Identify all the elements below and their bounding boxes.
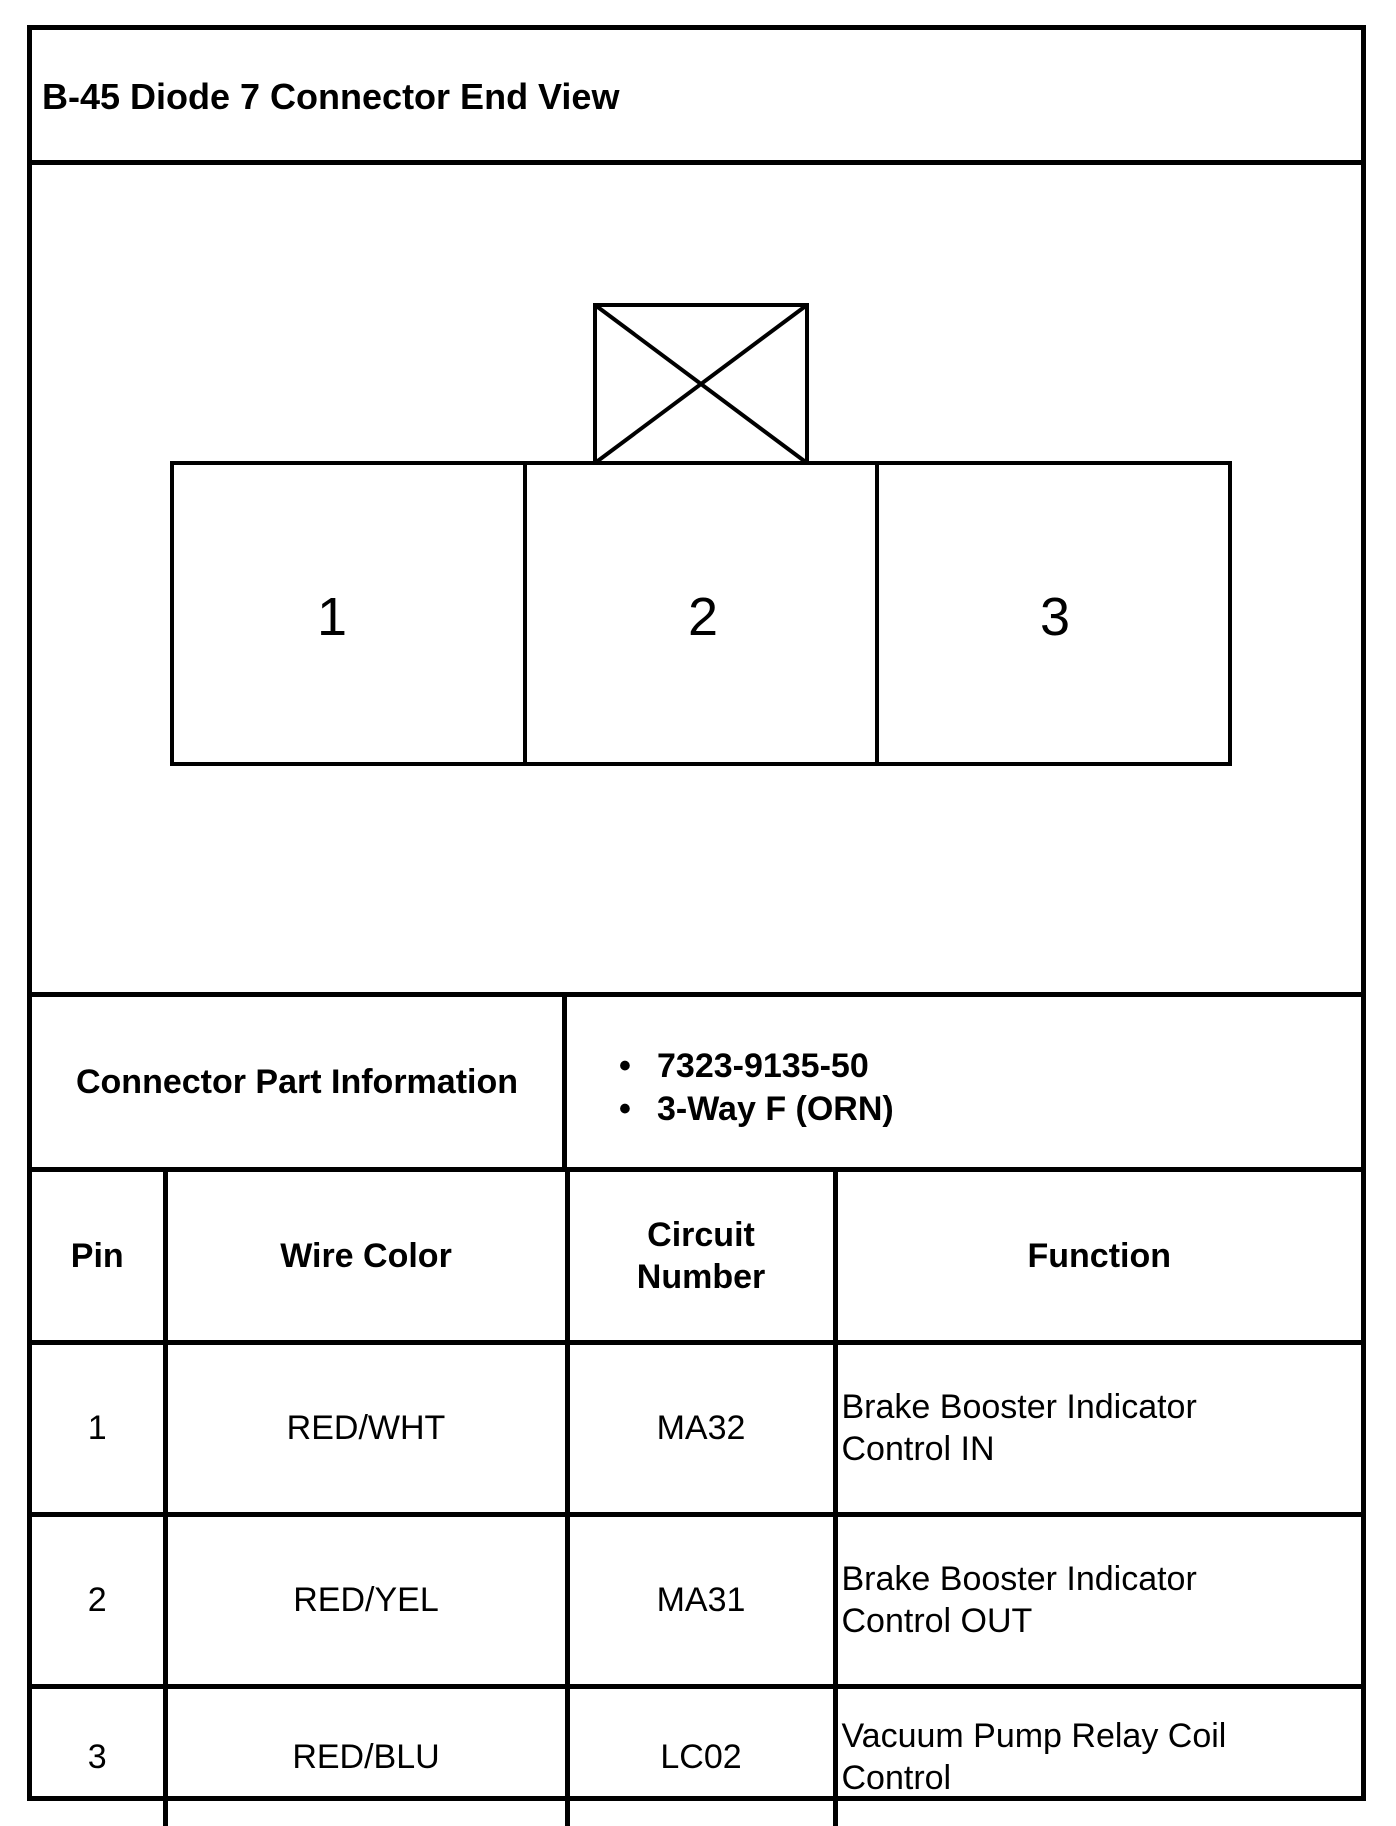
header-pin: Pin <box>32 1172 165 1342</box>
function-cell <box>835 1342 1361 1514</box>
part-info-list <box>567 997 1361 1167</box>
wire-color-cell: RED/WHT <box>165 1342 567 1514</box>
pinout-header-row <box>32 1172 1361 1342</box>
pinout-table <box>32 1172 1361 1826</box>
pin-cell: 2 <box>32 1514 165 1686</box>
header-circuit-line2: Number <box>636 1257 766 1296</box>
table-row <box>32 1342 1361 1514</box>
part-info-item: • 3-Way F (ORN) <box>657 1088 1361 1131</box>
header-function: Function <box>835 1172 1361 1342</box>
table-row <box>32 1514 1361 1686</box>
wire-color-cell: RED/YEL <box>165 1514 567 1686</box>
header-circuit-number <box>567 1172 835 1342</box>
function-cell <box>835 1686 1361 1826</box>
connector-end-view-diagram <box>32 165 1361 992</box>
circuit-cell: MA32 <box>567 1342 835 1514</box>
pin-cell: 3 <box>32 1686 165 1826</box>
header-circuit-line1: Circuit <box>647 1215 755 1254</box>
part-info-item: • 7323-9135-50 <box>657 1045 1361 1088</box>
function-line2: Control <box>841 1759 952 1798</box>
function-cell <box>835 1514 1361 1686</box>
part-info-label: Connector Part Information <box>32 997 567 1167</box>
connector-diagram-panel <box>32 165 1361 997</box>
pin-cavity-label-3: 3 <box>1039 587 1071 647</box>
function-line2: Control OUT <box>841 1602 1033 1640</box>
header-wire-color: Wire Color <box>165 1172 567 1342</box>
function-line1: Brake Booster Indicator <box>841 1560 1197 1598</box>
connector-part-info-row <box>32 997 1361 1172</box>
wire-color-cell: RED/BLU <box>165 1686 567 1826</box>
connector-sheet <box>27 25 1366 1801</box>
circuit-cell: MA31 <box>567 1514 835 1686</box>
pin-cavity-label-1: 1 <box>316 587 348 647</box>
pin-cavity-1 <box>172 463 525 764</box>
function-line1: Vacuum Pump Relay Coil <box>841 1717 1227 1756</box>
title-row <box>32 30 1361 165</box>
page-title: B-45 Diode 7 Connector End View <box>42 76 620 117</box>
function-line1: Brake Booster Indicator <box>841 1388 1197 1426</box>
pin-cell: 1 <box>32 1342 165 1514</box>
connector-lock-tab <box>595 305 807 463</box>
function-line2: Control IN <box>841 1430 995 1468</box>
pin-cavity-label-2: 2 <box>687 587 719 647</box>
circuit-cell: LC02 <box>567 1686 835 1826</box>
table-row <box>32 1686 1361 1826</box>
